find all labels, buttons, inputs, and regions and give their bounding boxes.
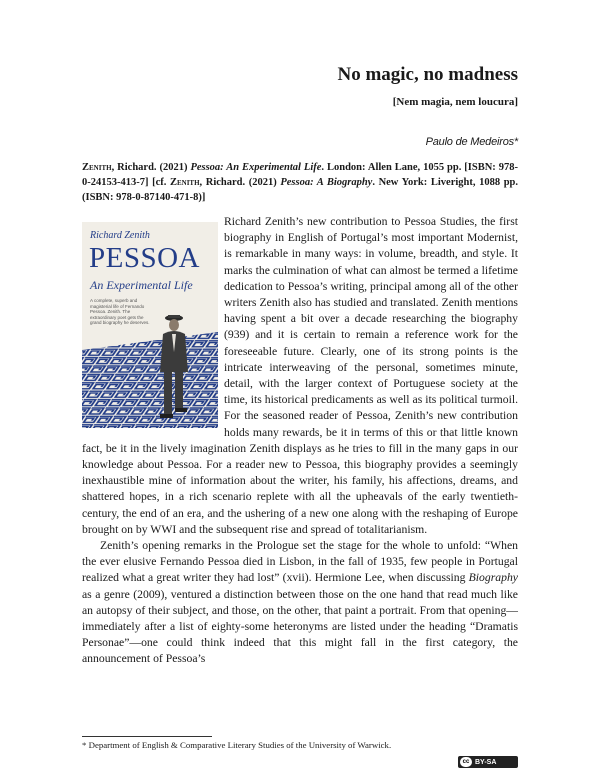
book-cover-image (82, 222, 218, 428)
paragraph-1: Richard Zenith’s new contribution to Pessoa Studies, the first biography in English of Portugal’s most important Modernist, is remarkable in many ways: in volume, breadth, and style. It marks the culmination of what can almost be termed a lifetime dedication to Pessoa’s writing, principal among all of the other writers Zenith also has studied and translated. Zenith mentions having spent a bit over a decade researching the biography (939) and it is certain to remain a reference work for the foreseeable future. Clearly, one of its strong points is the intricate interweaving of the personal, sometimes minute, detail, with the larger context of Portuguese society at the time, its historical predicaments as well as its political turmoil. For the seasoned reader of Pessoa, Zenith’s new contribution holds many rewards, be it in terms of this or that little known fact, be it in the lively imagination Zenith displays as he tries to fill in the many gaps in our knowledge about Pessoa. For a reader new to Pessoa, this biography provides a seemingly inexhaustible mine of information about the writer, his family, his affections, dreams, and shattered hopes, in a rich scenario replete with all the upheavals of the early twentieth-century, the end of an era, and the ushering of a new one along with the reshaping of Europe brought on by WWI and the subsequent rise and spread of totalitarianism. (82, 215, 518, 536)
cover-title: PESSOA (89, 242, 200, 274)
paragraph-2 (82, 538, 518, 668)
article-title: No magic, no madness (337, 64, 518, 85)
book-citation (82, 160, 518, 205)
cc-icon: cc (460, 757, 472, 767)
paragraph-2-start: Zenith’s opening remarks in the Prologue set the stage for the whole to unfold: “When the ever elusive Fernando Pessoa died in Lisbon, in the fall of 1935, few people in Portugal realized what a great writer they had lost” (xvii). Hermione Lee, when discussing (82, 539, 518, 585)
license-badge[interactable] (458, 756, 518, 768)
footnote: * Department of English & Comparative Literary Studies of the University of Warwick. (82, 740, 392, 750)
cover-subtitle: An Experimental Life (90, 278, 193, 292)
citation-author-1: Zenith (82, 162, 112, 173)
citation-part-4: . New York: Liveright, 1088 pp. (ISBN: 978-0-87140-471-8)] (82, 177, 518, 203)
cover-author: Richard Zenith (90, 230, 150, 241)
article-subtitle: [Nem magia, nem loucura] (392, 96, 518, 108)
citation-author-2: Zenith (169, 177, 200, 188)
paragraph-2-italic: Biography (468, 571, 518, 585)
article-author: Paulo de Medeiros* (425, 136, 518, 148)
citation-part-2: . London: Allen Lane, 1055 pp. [ISBN: 978-0-24153-413-7] [cf. (82, 162, 518, 188)
footnote-divider (82, 736, 212, 737)
cover-blurb: A complete, superb and magisterial life of Fernando Pessoa. Zenith. The extraordinary poet gets the grand biography he deserves. (90, 298, 150, 325)
citation-part-3: , Richard. (2021) (199, 177, 281, 188)
paragraph-2-end: as a genre (2009), ventured a distinction between those on the one hand that read much like an autopsy of their subject, and those, on the other, that paint a portrait. From that opening—immediately after a list of eighty-some heteronyms are listed under the heading “Dramatis Personae”—one could think indeed that this might fall in the first category, the announcement of Pessoa’s (82, 587, 518, 666)
citation-book-title-2: Pessoa: A Biography (280, 177, 373, 188)
citation-part-1: , Richard. (2021) (111, 162, 191, 173)
citation-book-title-1: Pessoa: An Experimental Life (190, 162, 322, 173)
license-label: BY-SA (475, 758, 497, 766)
